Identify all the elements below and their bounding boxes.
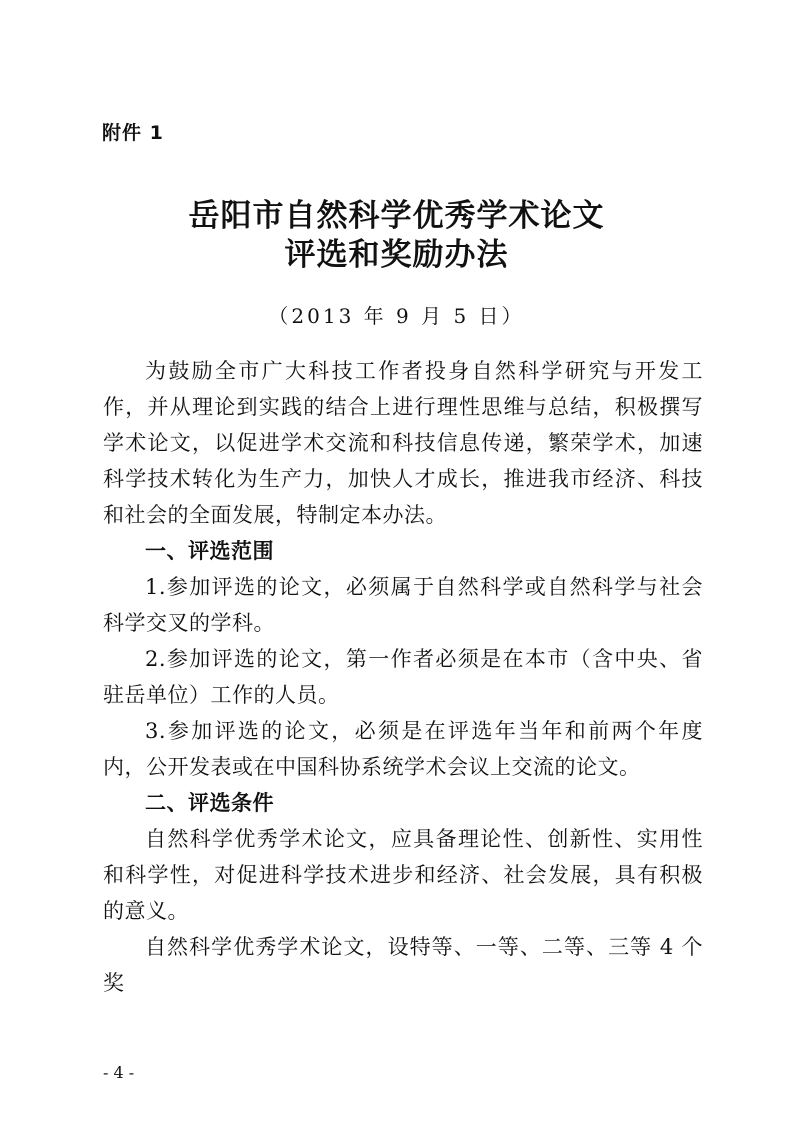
section1-item1: 1.参加评选的论文，必须属于自然科学或自然科学与社会科学交叉的学科。: [103, 575, 703, 635]
section2-heading: 二、评选条件: [145, 791, 274, 815]
section2-paragraph1: 自然科学优秀学术论文，应具备理论性、创新性、实用性和科学性，对促进科学技术进步和经济、社会发展，具有积极的意义。: [103, 827, 703, 923]
document-title-line2: 评选和奖励办法: [284, 237, 509, 273]
page-number: - 4 -: [103, 1063, 135, 1082]
intro-paragraph: 为鼓励全市广大科技工作者投身自然科学研究与开发工作，并从理论到实践的结合上进行理性思维与总结，积极撰写学术论文，以促进学术交流和科技信息传递，繁荣学术，加速科学技术转化为生产力，加快人才成长，推进我市经济、科技和社会的全面发展，特制定本办法。: [103, 359, 703, 527]
attachment-label: 附件 1: [102, 122, 164, 144]
section1-item3: 3.参加评选的论文，必须是在评选年当年和前两个年度内，公开发表或在中国科协系统学术会议上交流的论文。: [103, 719, 703, 779]
section1-item2: 2.参加评选的论文，第一作者必须是在本市（含中央、省驻岳单位）工作的人员。: [103, 647, 703, 707]
document-title-line1: 岳阳市自然科学优秀学术论文: [188, 198, 605, 234]
section2-paragraph2: 自然科学优秀学术论文，设特等、一等、二等、三等 4 个奖: [103, 935, 703, 995]
document-date: （2013 年 9 月 5 日）: [268, 304, 525, 328]
document-body: [103, 353, 703, 1001]
section1-heading: 一、评选范围: [145, 539, 274, 563]
